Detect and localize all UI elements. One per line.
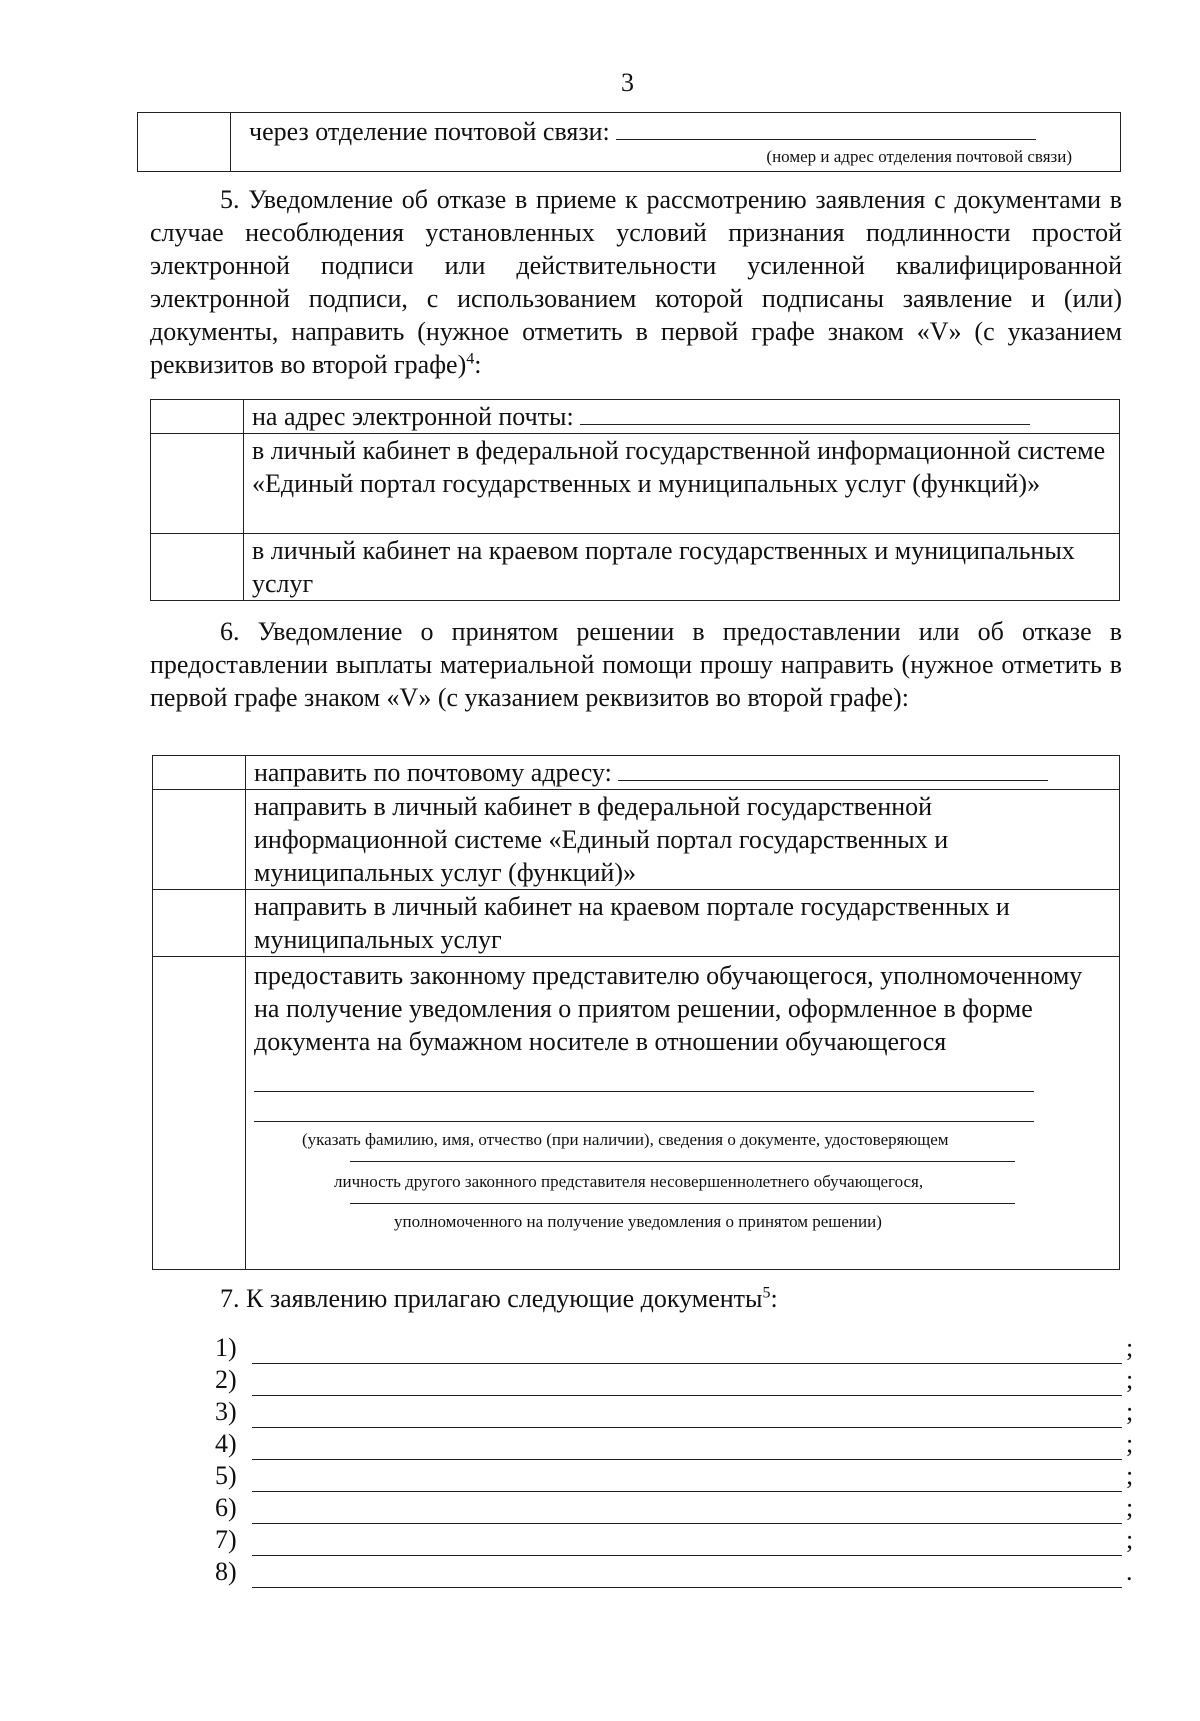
delivery-table-decision — [152, 755, 1120, 1270]
delivery-table-postal — [137, 112, 1121, 172]
checkbox-cell[interactable] — [153, 890, 246, 957]
representative-input-line-1[interactable] — [254, 1090, 1034, 1092]
checkbox-cell[interactable] — [153, 756, 246, 790]
option-label: в личный кабинет в федеральной государственной информационной системе «Единый портал государственных и муниципальных услуг (функций)» — [252, 436, 1106, 498]
table-row — [138, 113, 1121, 172]
option-cell — [246, 957, 1120, 1270]
table-row — [151, 400, 1120, 434]
representative-input-line-3[interactable] — [350, 1160, 1015, 1162]
list-item: 5) ; — [215, 1461, 1134, 1490]
list-item-number: 2) — [215, 1365, 237, 1394]
postal-address-input-line[interactable] — [618, 758, 1048, 781]
document-input-line[interactable] — [252, 1497, 1122, 1524]
field-caption: личность другого законного представителя несовершеннолетнего обучающегося, — [334, 1172, 924, 1191]
option-cell — [246, 756, 1120, 790]
document-input-line[interactable] — [252, 1465, 1122, 1492]
list-item: 4) ; — [215, 1429, 1134, 1458]
option-cell — [231, 113, 1121, 172]
table-row — [153, 957, 1120, 1270]
checkbox-cell[interactable] — [151, 400, 244, 434]
list-item-number: 7) — [215, 1525, 237, 1554]
checkbox-cell[interactable] — [153, 790, 246, 890]
representative-input-line-2[interactable] — [254, 1120, 1034, 1122]
option-label: предоставить законному представителю обучающегося, уполномоченному на получение уведомления о приятом решении, оформленное в форме документа на бумажном носителе в отношении обучающегося — [254, 961, 1083, 1056]
checkbox-cell[interactable] — [153, 957, 246, 1270]
list-item: 3) ; — [215, 1397, 1134, 1426]
attached-documents-list — [215, 1332, 1155, 1588]
checkbox-cell[interactable] — [138, 113, 231, 172]
list-item-number: 1) — [215, 1333, 237, 1362]
field-caption: уполномоченного на получение уведомления о принятом решении) — [394, 1212, 882, 1231]
table-row — [151, 534, 1120, 601]
document-input-line[interactable] — [252, 1401, 1122, 1428]
section-7-title: 7. К заявлению прилагаю следующие документы$^5$: — [220, 1284, 778, 1313]
option-cell — [244, 534, 1120, 601]
section-5-paragraph: 5. Уведомление об отказе в приеме к рассмотрению заявления с документами в случае несоблюдения установленных условий признания подлинности простой электронной подписи или действительности усиленной квалифицированной электронной подписи, с использованием которой подписаны заявление и (или) документы, направить (нужное отметить в первой графе знаком «V» (с указанием реквизитов во второй графе)$^4$: — [150, 185, 1122, 379]
table-row — [151, 434, 1120, 534]
option-cell — [244, 434, 1120, 534]
table-row — [153, 890, 1120, 957]
option-label: направить в личный кабинет на краевом портале государственных и муниципальных услуг — [254, 892, 1010, 954]
option-label: через отделение почтовой связи: — [249, 117, 610, 146]
field-caption: (указать фамилию, имя, отчество (при наличии), сведения о документе, удостоверяющем — [302, 1130, 949, 1149]
field-caption: (номер и адрес отделения почтовой связи) — [766, 147, 1072, 166]
list-item-number: 6) — [215, 1493, 237, 1522]
postal-office-input-line[interactable] — [616, 117, 1036, 140]
list-item: 1) ; — [215, 1333, 1134, 1362]
option-cell — [244, 400, 1120, 434]
document-input-line[interactable] — [252, 1369, 1122, 1396]
option-label: направить в личный кабинет в федеральной государственной информационной системе «Единый портал государственных и муниципальных услуг (функций)» — [254, 792, 949, 887]
list-item-number: 4) — [215, 1429, 237, 1458]
section-5-text: 5. Уведомление об отказе в приеме к рассмотрению заявления с документами в случае несоблюдения установленных условий признания подлинности простой электронной подписи или действительности усиленной квалифицированной электронной подписи, с использованием которой подписаны заявление и (или) документы, направить (нужное отметить в первой графе знаком «V» (с указанием реквизитов во второй графе) — [150, 185, 1122, 379]
checkbox-cell[interactable] — [151, 534, 244, 601]
table-row — [153, 756, 1120, 790]
list-item: 6) ; — [215, 1493, 1134, 1522]
section-6-paragraph — [150, 615, 1122, 714]
checkbox-cell[interactable] — [151, 434, 244, 534]
list-item-number: 3) — [215, 1397, 237, 1426]
option-label: на адрес электронной почты: — [252, 402, 574, 431]
document-input-line[interactable] — [252, 1561, 1122, 1588]
list-item-number: 8) — [215, 1557, 237, 1586]
document-input-line[interactable] — [252, 1529, 1122, 1556]
page-number: 3 — [621, 68, 634, 97]
table-row — [153, 790, 1120, 890]
option-label: направить по почтовому адресу: — [254, 758, 612, 787]
footnote-marker: 5 — [762, 1284, 771, 1302]
option-cell — [246, 890, 1120, 957]
footnote-marker: 4 — [466, 350, 475, 368]
list-item: 8) . — [215, 1557, 1133, 1586]
section-6-text: 6. Уведомление о принятом решении в предоставлении или об отказе в предоставлении выплаты материальной помощи прошу направить (нужное отметить в первой графе знаком «V» (с указанием реквизитов во второй графе): — [150, 617, 1122, 712]
document-input-line[interactable] — [252, 1337, 1122, 1364]
list-item: 7) ; — [215, 1525, 1134, 1554]
option-label: в личный кабинет на краевом портале государственных и муниципальных услуг — [252, 536, 1075, 598]
delivery-table-refusal — [150, 399, 1120, 601]
document-input-line[interactable] — [252, 1433, 1122, 1460]
list-item: 2) ; — [215, 1365, 1134, 1394]
list-item-number: 5) — [215, 1461, 237, 1490]
option-cell — [246, 790, 1120, 890]
representative-input-line-4[interactable] — [350, 1202, 1015, 1204]
email-input-line[interactable] — [580, 402, 1030, 425]
